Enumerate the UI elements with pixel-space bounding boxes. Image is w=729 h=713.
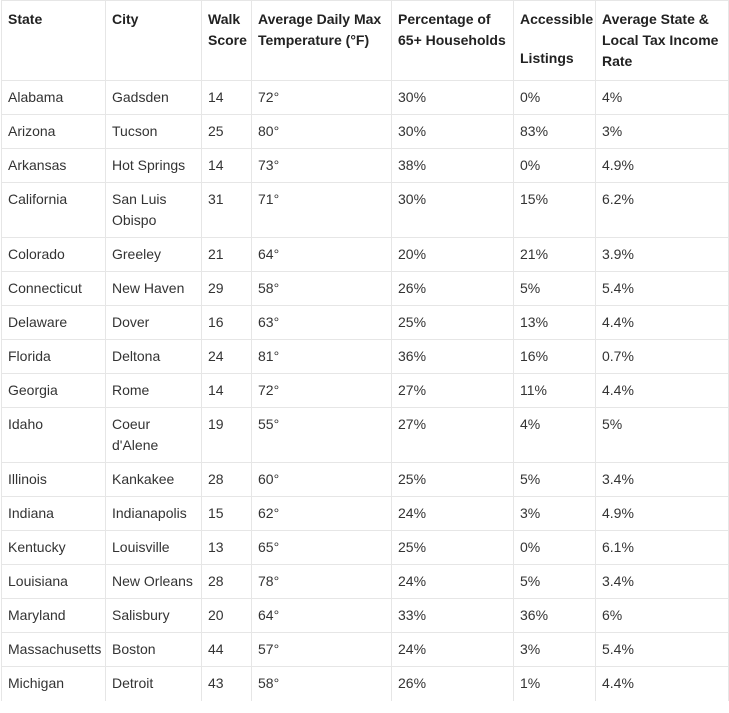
cell-walk-score: 14 [202, 374, 252, 408]
header-city: City [106, 1, 202, 81]
cell-state: Alabama [2, 81, 106, 115]
cell-city: Rome [106, 374, 202, 408]
cell-state: Idaho [2, 408, 106, 463]
cell-city: Detroit [106, 667, 202, 701]
cell-state: Illinois [2, 463, 106, 497]
cell-walk-score: 31 [202, 183, 252, 238]
cell-accessible-listings: 11% [514, 374, 596, 408]
cell-tax-rate: 4.4% [596, 374, 729, 408]
cell-accessible-listings: 21% [514, 238, 596, 272]
cell-temperature: 72° [252, 81, 392, 115]
cell-tax-rate: 6.2% [596, 183, 729, 238]
cell-temperature: 72° [252, 374, 392, 408]
cell-state: Arkansas [2, 149, 106, 183]
cell-65-households: 20% [392, 238, 514, 272]
cell-65-households: 26% [392, 667, 514, 701]
cell-state: Arizona [2, 115, 106, 149]
cell-state: Michigan [2, 667, 106, 701]
header-tax-rate: Average State & Local Tax Income Rate [596, 1, 729, 81]
cell-accessible-listings: 0% [514, 81, 596, 115]
cell-accessible-listings: 13% [514, 306, 596, 340]
table-row [2, 374, 729, 408]
cell-accessible-listings: 0% [514, 149, 596, 183]
cell-tax-rate: 3.4% [596, 565, 729, 599]
cell-65-households: 24% [392, 633, 514, 667]
cell-city: Coeur d'Alene [106, 408, 202, 463]
cell-65-households: 30% [392, 115, 514, 149]
cell-temperature: 58° [252, 272, 392, 306]
cell-accessible-listings: 15% [514, 183, 596, 238]
cell-tax-rate: 5.4% [596, 272, 729, 306]
cell-tax-rate: 6.1% [596, 531, 729, 565]
cell-65-households: 36% [392, 340, 514, 374]
cell-accessible-listings: 36% [514, 599, 596, 633]
header-65-households: Percentage of 65+ Households [392, 1, 514, 81]
cell-accessible-listings: 3% [514, 497, 596, 531]
cell-state: Delaware [2, 306, 106, 340]
cell-state: Louisiana [2, 565, 106, 599]
cell-city: Louisville [106, 531, 202, 565]
header-temperature: Average Daily Max Temperature (°F) [252, 1, 392, 81]
table-row [2, 565, 729, 599]
table-row [2, 599, 729, 633]
cell-temperature: 80° [252, 115, 392, 149]
table-row [2, 306, 729, 340]
cell-city: San Luis Obispo [106, 183, 202, 238]
cell-state: Georgia [2, 374, 106, 408]
cell-city: Deltona [106, 340, 202, 374]
cell-65-households: 25% [392, 306, 514, 340]
table-row [2, 340, 729, 374]
header-accessible-line1: Accessible [520, 11, 594, 27]
cell-temperature: 63° [252, 306, 392, 340]
cell-65-households: 24% [392, 565, 514, 599]
cell-city: Tucson [106, 115, 202, 149]
cell-city: Greeley [106, 238, 202, 272]
cell-walk-score: 14 [202, 81, 252, 115]
cell-temperature: 60° [252, 463, 392, 497]
cell-tax-rate: 4.9% [596, 497, 729, 531]
cell-state: Kentucky [2, 531, 106, 565]
cell-65-households: 25% [392, 463, 514, 497]
header-state: State [2, 1, 106, 81]
table-row [2, 115, 729, 149]
cell-tax-rate: 5% [596, 408, 729, 463]
cell-walk-score: 29 [202, 272, 252, 306]
cell-temperature: 64° [252, 238, 392, 272]
cell-tax-rate: 4.4% [596, 306, 729, 340]
table-row [2, 633, 729, 667]
cell-walk-score: 44 [202, 633, 252, 667]
table-row [2, 238, 729, 272]
cell-walk-score: 24 [202, 340, 252, 374]
cell-tax-rate: 6% [596, 599, 729, 633]
cell-city: Dover [106, 306, 202, 340]
cell-city: Gadsden [106, 81, 202, 115]
cell-city: New Orleans [106, 565, 202, 599]
cell-accessible-listings: 0% [514, 531, 596, 565]
cell-accessible-listings: 5% [514, 272, 596, 306]
cell-walk-score: 16 [202, 306, 252, 340]
cell-state: Massachusetts [2, 633, 106, 667]
cell-65-households: 38% [392, 149, 514, 183]
header-accessible-line2: Listings [520, 50, 574, 66]
table-row [2, 531, 729, 565]
cell-state: Maryland [2, 599, 106, 633]
cell-65-households: 30% [392, 81, 514, 115]
cell-65-households: 25% [392, 531, 514, 565]
cell-accessible-listings: 5% [514, 463, 596, 497]
cell-tax-rate: 3.4% [596, 463, 729, 497]
cell-state: Florida [2, 340, 106, 374]
cell-temperature: 62° [252, 497, 392, 531]
cell-tax-rate: 5.4% [596, 633, 729, 667]
cell-temperature: 81° [252, 340, 392, 374]
table-row [2, 272, 729, 306]
cell-tax-rate: 4.9% [596, 149, 729, 183]
cell-walk-score: 15 [202, 497, 252, 531]
cell-walk-score: 13 [202, 531, 252, 565]
cell-temperature: 64° [252, 599, 392, 633]
table-row [2, 667, 729, 701]
table-row [2, 408, 729, 463]
cell-accessible-listings: 3% [514, 633, 596, 667]
cell-city: Boston [106, 633, 202, 667]
cell-accessible-listings: 4% [514, 408, 596, 463]
table-row [2, 497, 729, 531]
cell-tax-rate: 0.7% [596, 340, 729, 374]
cell-temperature: 71° [252, 183, 392, 238]
cell-65-households: 30% [392, 183, 514, 238]
cell-city: Indianapolis [106, 497, 202, 531]
cell-temperature: 57° [252, 633, 392, 667]
cell-city: New Haven [106, 272, 202, 306]
cell-state: Connecticut [2, 272, 106, 306]
cell-accessible-listings: 83% [514, 115, 596, 149]
cell-walk-score: 28 [202, 565, 252, 599]
cell-state: California [2, 183, 106, 238]
cell-accessible-listings: 16% [514, 340, 596, 374]
cell-tax-rate: 4.4% [596, 667, 729, 701]
cell-state: Indiana [2, 497, 106, 531]
table-row [2, 149, 729, 183]
cell-temperature: 55° [252, 408, 392, 463]
cell-tax-rate: 3.9% [596, 238, 729, 272]
cell-walk-score: 21 [202, 238, 252, 272]
cell-65-households: 24% [392, 497, 514, 531]
table-row [2, 463, 729, 497]
cell-temperature: 58° [252, 667, 392, 701]
cell-walk-score: 25 [202, 115, 252, 149]
retirement-cities-table [1, 0, 729, 701]
cell-state: Colorado [2, 238, 106, 272]
cell-accessible-listings: 1% [514, 667, 596, 701]
cell-walk-score: 14 [202, 149, 252, 183]
cell-tax-rate: 4% [596, 81, 729, 115]
header-accessible-listings [514, 1, 596, 81]
cell-walk-score: 20 [202, 599, 252, 633]
cell-walk-score: 43 [202, 667, 252, 701]
header-row [2, 1, 729, 81]
table-row [2, 183, 729, 238]
cell-walk-score: 19 [202, 408, 252, 463]
cell-65-households: 26% [392, 272, 514, 306]
header-walk-score: Walk Score [202, 1, 252, 81]
cell-city: Salisbury [106, 599, 202, 633]
cell-temperature: 65° [252, 531, 392, 565]
cell-city: Hot Springs [106, 149, 202, 183]
cell-65-households: 27% [392, 408, 514, 463]
cell-65-households: 33% [392, 599, 514, 633]
cell-walk-score: 28 [202, 463, 252, 497]
table-row [2, 81, 729, 115]
cell-tax-rate: 3% [596, 115, 729, 149]
cell-accessible-listings: 5% [514, 565, 596, 599]
cell-temperature: 78° [252, 565, 392, 599]
cell-temperature: 73° [252, 149, 392, 183]
cell-65-households: 27% [392, 374, 514, 408]
cell-city: Kankakee [106, 463, 202, 497]
